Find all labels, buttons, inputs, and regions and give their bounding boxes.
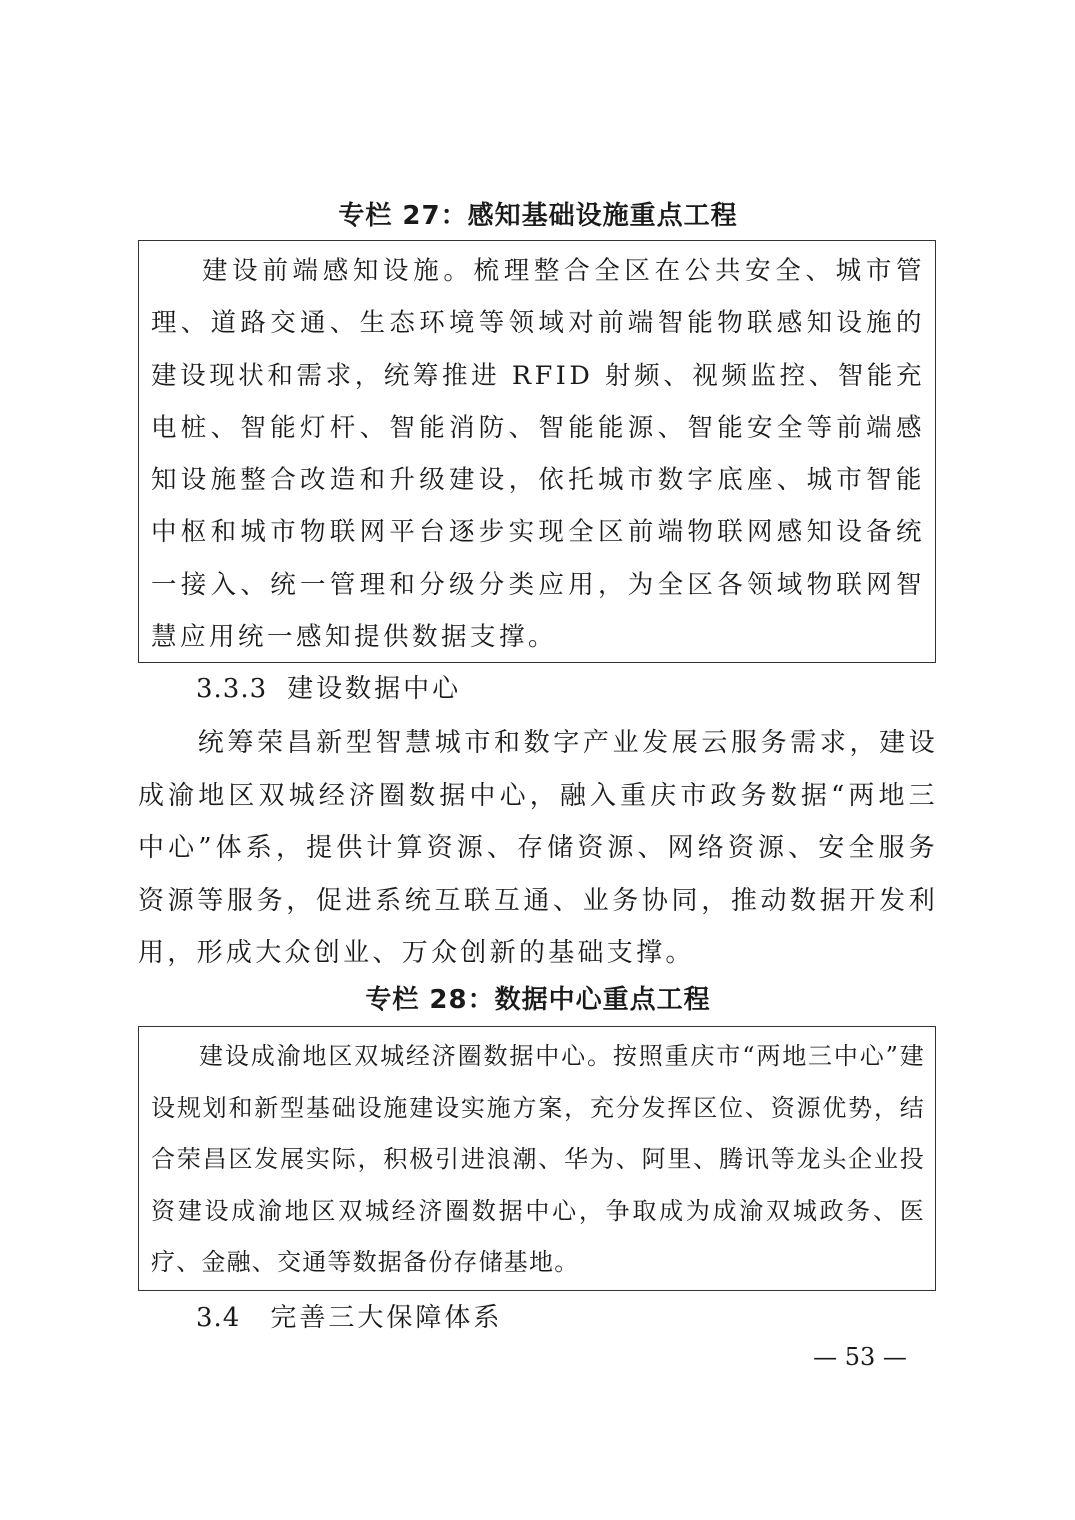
column-28-title: 专栏 28：数据中心重点工程 (365, 985, 711, 1015)
column-27-title: 专栏 27：感知基础设施重点工程 (338, 201, 738, 231)
column-28-text: 建设成渝地区双城经济圈数据中心。按照重庆市“两地三中心”建设规划和新型基础设施建设实施方案，充分发挥区位、资源优势，结合荣昌区发展实际，积极引进浪潮、华为、阿里、腾讯等龙头企业投资建设成渝地区双城经济圈数据中心，争取成为成渝双城政务、医疗、金融、交通等数据备份存储基地。 (151, 1042, 925, 1276)
column-27-text: 建设前端感知设施。梳理整合全区在公共安全、城市管理、道路交通、生态环境等领域对前端智能物联感知设施的建设现状和需求，统筹推进 RFID 射频、视频监控、智能充电桩、智能灯杆、智能消防、智能能源、智能安全等前端感知设施整合改造和升级建设，依托城市数字底座、城市智能中枢和城市物联网平台逐步实现全区前端物联网感知设备统一接入、统一管理和分级分类应用，为全区各领域物联网智慧应用统一感知提供数据支撑。 (151, 256, 925, 653)
column-28-box (138, 1026, 936, 1291)
page-number: — 53 — (813, 1343, 907, 1371)
section-title: 完善三大保障体系 (270, 1303, 503, 1333)
section-number: 3.4 (196, 1303, 241, 1333)
section-3-3-3-paragraph: 统筹荣昌新型智慧城市和数字产业发展云服务需求，建设成渝地区双城经济圈数据中心，融入重庆市政务数据“两地三中心”体系，提供计算资源、存储资源、网络资源、安全服务资源等服务，促进系统互联互通、业务协同，推动数据开发利用，形成大众创业、万众创新的基础支撑。 (138, 728, 938, 968)
section-number: 3.3.3 (196, 674, 268, 704)
section-3-4-heading (196, 1298, 502, 1338)
section-title: 建设数据中心 (287, 674, 462, 704)
section-3-3-3-heading (196, 669, 461, 709)
column-27-box (138, 240, 936, 663)
